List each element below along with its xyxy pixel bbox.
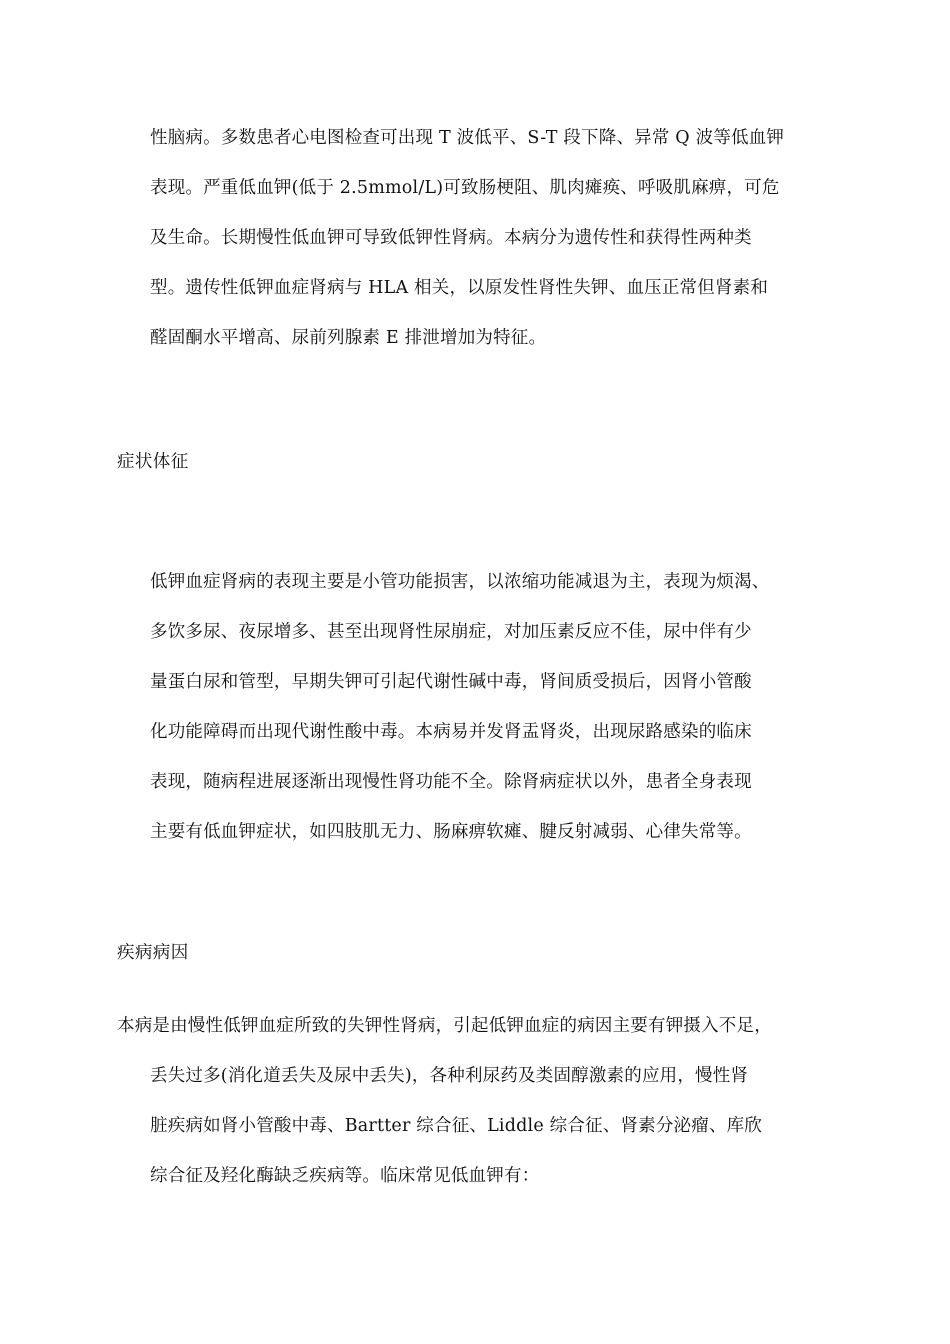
intro-line-4: 型。遗传性低钾血症肾病与 HLA 相关，以原发性肾性失钾、血压正常但肾素和 (150, 278, 769, 298)
intro-line-3: 及生命。长期慢性低血钾可导致低钾性肾病。本病分为遗传性和获得性两种类 (150, 228, 752, 248)
intro-line-1: 性脑病。多数患者心电图检查可出现 T 波低平、S-T 段下降、异常 Q 波等低血钾 (150, 128, 785, 148)
intro-line-5: 醛固酮水平增高、尿前列腺素 E 排泄增加为特征。 (150, 328, 547, 348)
causes-line-3: 脏疾病如肾小管酸中毒、Bartter 综合征、Liddle 综合征、肾素分泌瘤、库欣 (150, 1116, 763, 1136)
symptoms-line-5: 表现，随病程进展逐渐出现慢性肾功能不全。除肾病症状以外，患者全身表现 (150, 772, 752, 792)
causes-line-4: 综合征及羟化酶缺乏疾病等。临床常见低血钾有： (150, 1166, 540, 1186)
section-heading-symptoms: 症状体征 (117, 452, 189, 472)
symptoms-line-3: 量蛋白尿和管型，早期失钾可引起代谢性碱中毒，肾间质受损后，因肾小管酸 (150, 672, 752, 692)
symptoms-line-1: 低钾血症肾病的表现主要是小管功能损害，以浓缩功能减退为主，表现为烦渴、 (150, 572, 770, 592)
causes-line-1: 本病是由慢性低钾血症所致的失钾性肾病，引起低钾血症的病因主要有钾摄入不足， (117, 1016, 772, 1036)
intro-line-2: 表现。严重低血钾(低于 2.5mmol/L)可致肠梗阻、肌肉瘫痪、呼吸肌麻痹，可危 (150, 178, 780, 198)
symptoms-line-2: 多饮多尿、夜尿增多、甚至出现肾性尿崩症，对加压素反应不佳，尿中伴有少 (150, 622, 752, 642)
symptoms-line-4: 化功能障碍而出现代谢性酸中毒。本病易并发肾盂肾炎，出现尿路感染的临床 (150, 722, 752, 742)
section-heading-causes: 疾病病因 (117, 943, 189, 963)
causes-line-2: 丢失过多(消化道丢失及尿中丢失)，各种利尿药及类固醇激素的应用，慢性肾 (150, 1066, 749, 1086)
symptoms-line-6: 主要有低血钾症状，如四肢肌无力、肠麻痹软瘫、腱反射减弱、心律失常等。 (150, 822, 752, 842)
